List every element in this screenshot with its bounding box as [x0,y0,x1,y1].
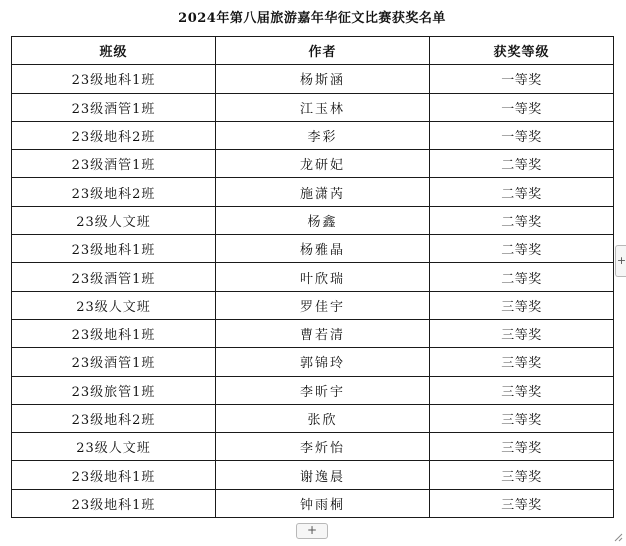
cell-award-level: 二等奖 [430,150,614,178]
cell-award-level: 三等奖 [430,319,614,347]
cell-award-level: 二等奖 [430,235,614,263]
cell-class: 23级地科1班 [12,235,216,263]
table-row [12,206,614,234]
table-row [12,121,614,149]
cell-class: 23级地科2班 [12,121,216,149]
cell-author: 杨雅晶 [216,235,430,263]
header-author: 作者 [216,37,430,65]
cell-author: 郭锦玲 [216,348,430,376]
resize-corner-icon [614,533,623,542]
cell-class: 23级地科1班 [12,319,216,347]
cell-author: 杨斯涵 [216,65,430,93]
table-header [12,37,614,65]
cell-award-level: 二等奖 [430,206,614,234]
table-row [12,404,614,432]
cell-author: 李彩 [216,121,430,149]
cell-award-level: 二等奖 [430,178,614,206]
table-row [12,433,614,461]
cell-class: 23级人文班 [12,433,216,461]
cell-class: 23级酒管1班 [12,150,216,178]
add-column-button[interactable] [615,245,626,277]
header-award-level: 获奖等级 [430,37,614,65]
cell-author: 罗佳宇 [216,291,430,319]
cell-author: 曹若清 [216,319,430,347]
cell-award-level: 一等奖 [430,65,614,93]
cell-author: 李炘怡 [216,433,430,461]
table-row [12,235,614,263]
cell-award-level: 三等奖 [430,433,614,461]
table-row [12,376,614,404]
cell-award-level: 一等奖 [430,93,614,121]
cell-award-level: 三等奖 [430,291,614,319]
cell-award-level: 三等奖 [430,404,614,432]
header-row [12,37,614,65]
cell-award-level: 三等奖 [430,376,614,404]
cell-author: 钟雨桐 [216,489,430,517]
cell-class: 23级地科1班 [12,65,216,93]
cell-class: 23级酒管1班 [12,93,216,121]
table-row [12,319,614,347]
cell-class: 23级人文班 [12,291,216,319]
table-row [12,178,614,206]
award-table [11,36,614,518]
cell-award-level: 二等奖 [430,263,614,291]
cell-author: 张欣 [216,404,430,432]
cell-author: 江玉林 [216,93,430,121]
cell-class: 23级旅管1班 [12,376,216,404]
add-row-button[interactable] [296,523,328,539]
cell-class: 23级人文班 [12,206,216,234]
cell-award-level: 三等奖 [430,461,614,489]
document-title: 2024年第八届旅游嘉年华征文比赛获奖名单 [178,11,446,26]
table-row [12,291,614,319]
cell-class: 23级地科2班 [12,178,216,206]
cell-author: 李昕宇 [216,376,430,404]
cell-award-level: 一等奖 [430,121,614,149]
cell-author: 龙研妃 [216,150,430,178]
cell-class: 23级酒管1班 [12,263,216,291]
cell-award-level: 三等奖 [430,348,614,376]
plus-icon: + [306,523,318,537]
cell-author: 叶欣瑞 [216,263,430,291]
cell-class: 23级地科1班 [12,489,216,517]
cell-class: 23级地科1班 [12,461,216,489]
cell-author: 杨鑫 [216,206,430,234]
table-row [12,65,614,93]
cell-author: 谢逸晨 [216,461,430,489]
cell-author: 施潇芮 [216,178,430,206]
table-row [12,348,614,376]
table-row [12,489,614,517]
table-row [12,150,614,178]
header-class: 班级 [12,37,216,65]
table-row [12,461,614,489]
table-body [12,65,614,518]
cell-class: 23级酒管1班 [12,348,216,376]
table-row [12,263,614,291]
cell-award-level: 三等奖 [430,489,614,517]
plus-icon: + [616,254,626,267]
cell-class: 23级地科2班 [12,404,216,432]
table-resize-handle[interactable] [614,527,623,536]
table-row [12,93,614,121]
